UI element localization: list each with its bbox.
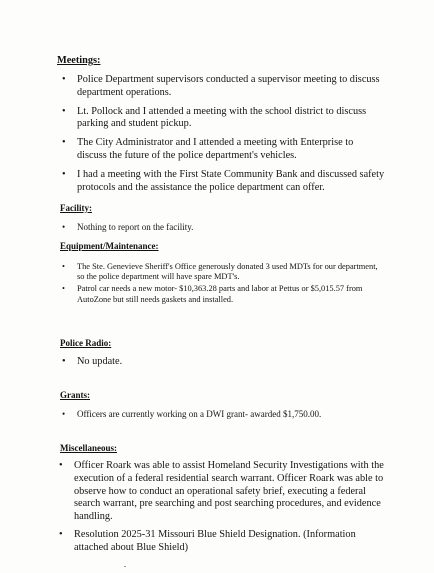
bullet-icon: • [62,137,66,149]
list-item: • Officer Roark was able to assist Homeland Security Investigations with the execution of a federal residential search warrant. Officer Roark was able to observe how to conduct an operational safety brief, executing a federal search warrant, pre searching and post searching procedures, and evidence handling. [59,460,384,523]
police-radio-heading: Police Radio: [60,338,112,348]
grants-heading: Grants: [60,390,90,400]
bullet-icon: • [62,105,66,117]
bullet-icon: • [59,460,63,471]
miscellaneous-heading: Miscellaneous: [60,443,117,453]
meetings-heading: Meetings: [57,55,101,66]
bullet-icon: • [62,356,66,367]
bullet-icon: • [62,284,65,294]
bullet-icon: • [62,262,65,271]
bullet-icon: • [59,528,63,540]
police-radio-list [60,356,385,369]
list-item: • The Ste. Genevieve Sheriff's Office generously donated 3 used MDTs for our department, so the police department will have spare MDT's. [62,262,378,282]
facility-heading: Facility: [60,203,92,213]
list-item: • Nothing to report on the facility. [62,222,194,232]
bullet-icon: • [62,168,66,180]
grants-list [60,409,385,420]
equipment-list [60,262,380,305]
list-item: • I had a meeting with the First State Community Bank and discussed safety protocols and the assistance the police department can offer. [62,168,385,193]
list-item: • The City Administrator and I attended a meeting with Enterprise to discuss the future of the police department's vehicles. [62,137,354,161]
meetings-list [60,74,385,194]
list-item: • Police Department supervisors conducted a supervisor meeting to discuss department operations. [62,74,380,98]
scan-speck [124,566,126,567]
list-item: • Lt. Pollock and I attended a meeting with the school district to discuss parking and student pickup. [62,105,367,130]
miscellaneous-list [57,460,387,555]
facility-list [60,222,385,233]
equipment-heading: Equipment/Maintenance: [60,241,159,251]
bullet-icon: • [62,74,66,85]
list-item: • No update. [62,356,123,367]
bullet-icon: • [62,409,66,419]
list-item: • Patrol car needs a new motor- $10,363.28 parts and labor at Pettus or $5,015.57 from AutoZone but still needs gaskets and installed. [62,284,363,304]
list-item: • Resolution 2025-31 Missouri Blue Shield Designation. (Information attached about Blue Shield) [59,528,356,553]
list-item: • Officers are currently working on a DWI grant- awarded $1,750.00. [62,409,322,419]
bullet-icon: • [62,222,66,232]
